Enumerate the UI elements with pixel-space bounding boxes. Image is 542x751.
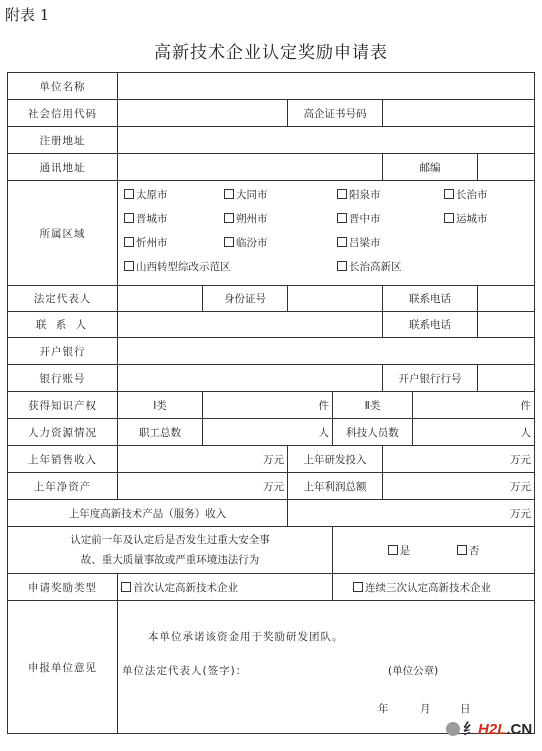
sales-label: 上年销售收入 xyxy=(8,446,118,473)
opinion-label: 申报单位意见 xyxy=(8,601,118,734)
checkbox-icon xyxy=(224,237,234,247)
answer-yes[interactable]: 是 xyxy=(388,545,411,557)
day-label: 日 xyxy=(460,703,471,715)
contact-label: 联 系 人 xyxy=(8,312,118,338)
class1-label: Ⅰ类 xyxy=(118,392,203,419)
hr-label: 人力资源情况 xyxy=(8,419,118,446)
award-type-label: 申请奖励类型 xyxy=(8,574,118,601)
checkbox-icon xyxy=(337,261,347,271)
region-option-jincheng[interactable]: 晋城市 xyxy=(124,211,224,226)
unit-ren: 人 xyxy=(318,426,329,439)
application-form xyxy=(7,72,535,734)
hitech-income-label: 上年度高新技术产品（服务）收入 xyxy=(8,500,288,527)
checkbox-icon xyxy=(337,213,347,223)
unit-name-label: 单位名称 xyxy=(8,73,118,100)
bank-code-label: 开户银行行号 xyxy=(383,365,478,392)
region-option-linfen[interactable]: 临汾市 xyxy=(224,235,337,250)
unit-jian: 件 xyxy=(520,399,531,412)
signature-label: 单位法定代表人(签字)： xyxy=(122,665,248,677)
bank-field[interactable] xyxy=(118,338,535,365)
contact-phone-field[interactable] xyxy=(478,312,535,338)
profit-label: 上年利润总额 xyxy=(288,473,383,500)
region-option-xinzhou[interactable]: 忻州市 xyxy=(124,235,224,250)
region-option-yuncheng[interactable]: 运城市 xyxy=(444,211,514,226)
checkbox-icon xyxy=(124,261,134,271)
checkbox-icon xyxy=(124,237,134,247)
bank-label: 开户银行 xyxy=(8,338,118,365)
legal-rep-label: 法定代表人 xyxy=(8,286,118,312)
legal-rep-field[interactable] xyxy=(118,286,203,312)
checkbox-icon xyxy=(224,213,234,223)
year-label: 年 xyxy=(378,703,389,715)
checkbox-icon xyxy=(388,545,398,555)
unit-name-field[interactable] xyxy=(118,73,535,100)
credit-code-label: 社会信用代码 xyxy=(8,100,118,127)
appendix-label: 附表 1 xyxy=(5,6,50,24)
cert-no-field[interactable] xyxy=(383,100,535,127)
class1-count[interactable] xyxy=(203,392,333,419)
checkbox-icon xyxy=(124,213,134,223)
id-no-label: 身份证号 xyxy=(203,286,288,312)
checkbox-icon xyxy=(121,582,131,592)
region-option-jinzhong[interactable]: 晋中市 xyxy=(337,211,444,226)
commitment-text: 本单位承诺该资金用于奖励研发团队。 xyxy=(148,631,344,643)
class2-label: Ⅱ类 xyxy=(333,392,413,419)
region-option-lvliang[interactable]: 吕梁市 xyxy=(337,235,444,250)
answer-no[interactable]: 否 xyxy=(457,545,480,557)
watermark-logo: 纟H2L.CN xyxy=(446,718,532,739)
unit-wan: 万元 xyxy=(263,453,284,466)
checkbox-icon xyxy=(337,237,347,247)
checkbox-icon xyxy=(444,189,454,199)
accident-question xyxy=(8,527,333,574)
staff-count[interactable] xyxy=(203,419,333,446)
region-option-changzhi-hitech[interactable]: 长治高新区 xyxy=(337,259,514,274)
account-label: 银行账号 xyxy=(8,365,118,392)
unit-ren: 人 xyxy=(520,426,531,439)
mail-address-field[interactable] xyxy=(118,154,383,181)
opinion-field[interactable] xyxy=(118,601,535,734)
rd-label: 上年研发投入 xyxy=(288,446,383,473)
cert-no-label: 高企证书号码 xyxy=(288,100,383,127)
id-no-field[interactable] xyxy=(288,286,383,312)
unit-wan: 万元 xyxy=(510,480,531,493)
contact-field[interactable] xyxy=(118,312,383,338)
unit-wan: 万元 xyxy=(510,453,531,466)
reg-address-label: 注册地址 xyxy=(8,127,118,154)
accident-question-line2: 故、重大质量事故或严重环境违法行为 xyxy=(80,554,260,566)
bank-code-field[interactable] xyxy=(478,365,535,392)
region-option-transformation-zone[interactable]: 山西转型综改示范区 xyxy=(124,259,337,274)
region-option-taiyuan[interactable]: 太原市 xyxy=(124,187,224,202)
award-third-option[interactable]: 连续三次认定高新技术企业 xyxy=(333,574,535,601)
checkbox-icon xyxy=(124,189,134,199)
wechat-icon xyxy=(446,722,460,736)
checkbox-icon xyxy=(353,582,363,592)
credit-code-field[interactable] xyxy=(118,100,288,127)
award-first-option[interactable]: 首次认定高新技术企业 xyxy=(118,574,333,601)
unit-jian: 件 xyxy=(318,399,329,412)
sales-field[interactable] xyxy=(118,446,288,473)
month-label: 月 xyxy=(420,703,431,715)
checkbox-icon xyxy=(224,189,234,199)
form-title: 高新技术企业认定奖励申请表 xyxy=(154,43,388,63)
checkbox-icon xyxy=(444,213,454,223)
account-field[interactable] xyxy=(118,365,383,392)
ip-label: 获得知识产权 xyxy=(8,392,118,419)
postcode-label: 邮编 xyxy=(383,154,478,181)
region-option-datong[interactable]: 大同市 xyxy=(224,187,337,202)
hitech-income-field[interactable] xyxy=(288,500,535,527)
region-label: 所属区域 xyxy=(8,181,118,286)
postcode-field[interactable] xyxy=(478,154,535,181)
unit-wan: 万元 xyxy=(263,480,284,493)
region-options xyxy=(118,181,535,286)
seal-label: (单位公章) xyxy=(388,665,439,677)
contact-phone-label: 联系电话 xyxy=(383,312,478,338)
staff-label: 职工总数 xyxy=(118,419,203,446)
checkbox-icon xyxy=(337,189,347,199)
region-option-shuozhou[interactable]: 朔州市 xyxy=(224,211,337,226)
mail-address-label: 通讯地址 xyxy=(8,154,118,181)
profit-field[interactable] xyxy=(383,473,535,500)
rd-field[interactable] xyxy=(383,446,535,473)
tech-staff-label: 科技人员数 xyxy=(333,419,413,446)
phone-field[interactable] xyxy=(478,286,535,312)
region-option-changzhi[interactable]: 长治市 xyxy=(444,187,514,202)
net-assets-field[interactable] xyxy=(118,473,288,500)
accident-answer xyxy=(333,527,535,574)
accident-question-line1: 认定前一年及认定后是否发生过重大安全事 xyxy=(70,534,270,546)
class2-count[interactable] xyxy=(413,392,535,419)
region-option-yangquan[interactable]: 阳泉市 xyxy=(337,187,444,202)
net-assets-label: 上年净资产 xyxy=(8,473,118,500)
checkbox-icon xyxy=(457,545,467,555)
unit-wan: 万元 xyxy=(510,507,531,520)
phone-label: 联系电话 xyxy=(383,286,478,312)
reg-address-field[interactable] xyxy=(118,127,535,154)
tech-staff-count[interactable] xyxy=(413,419,535,446)
